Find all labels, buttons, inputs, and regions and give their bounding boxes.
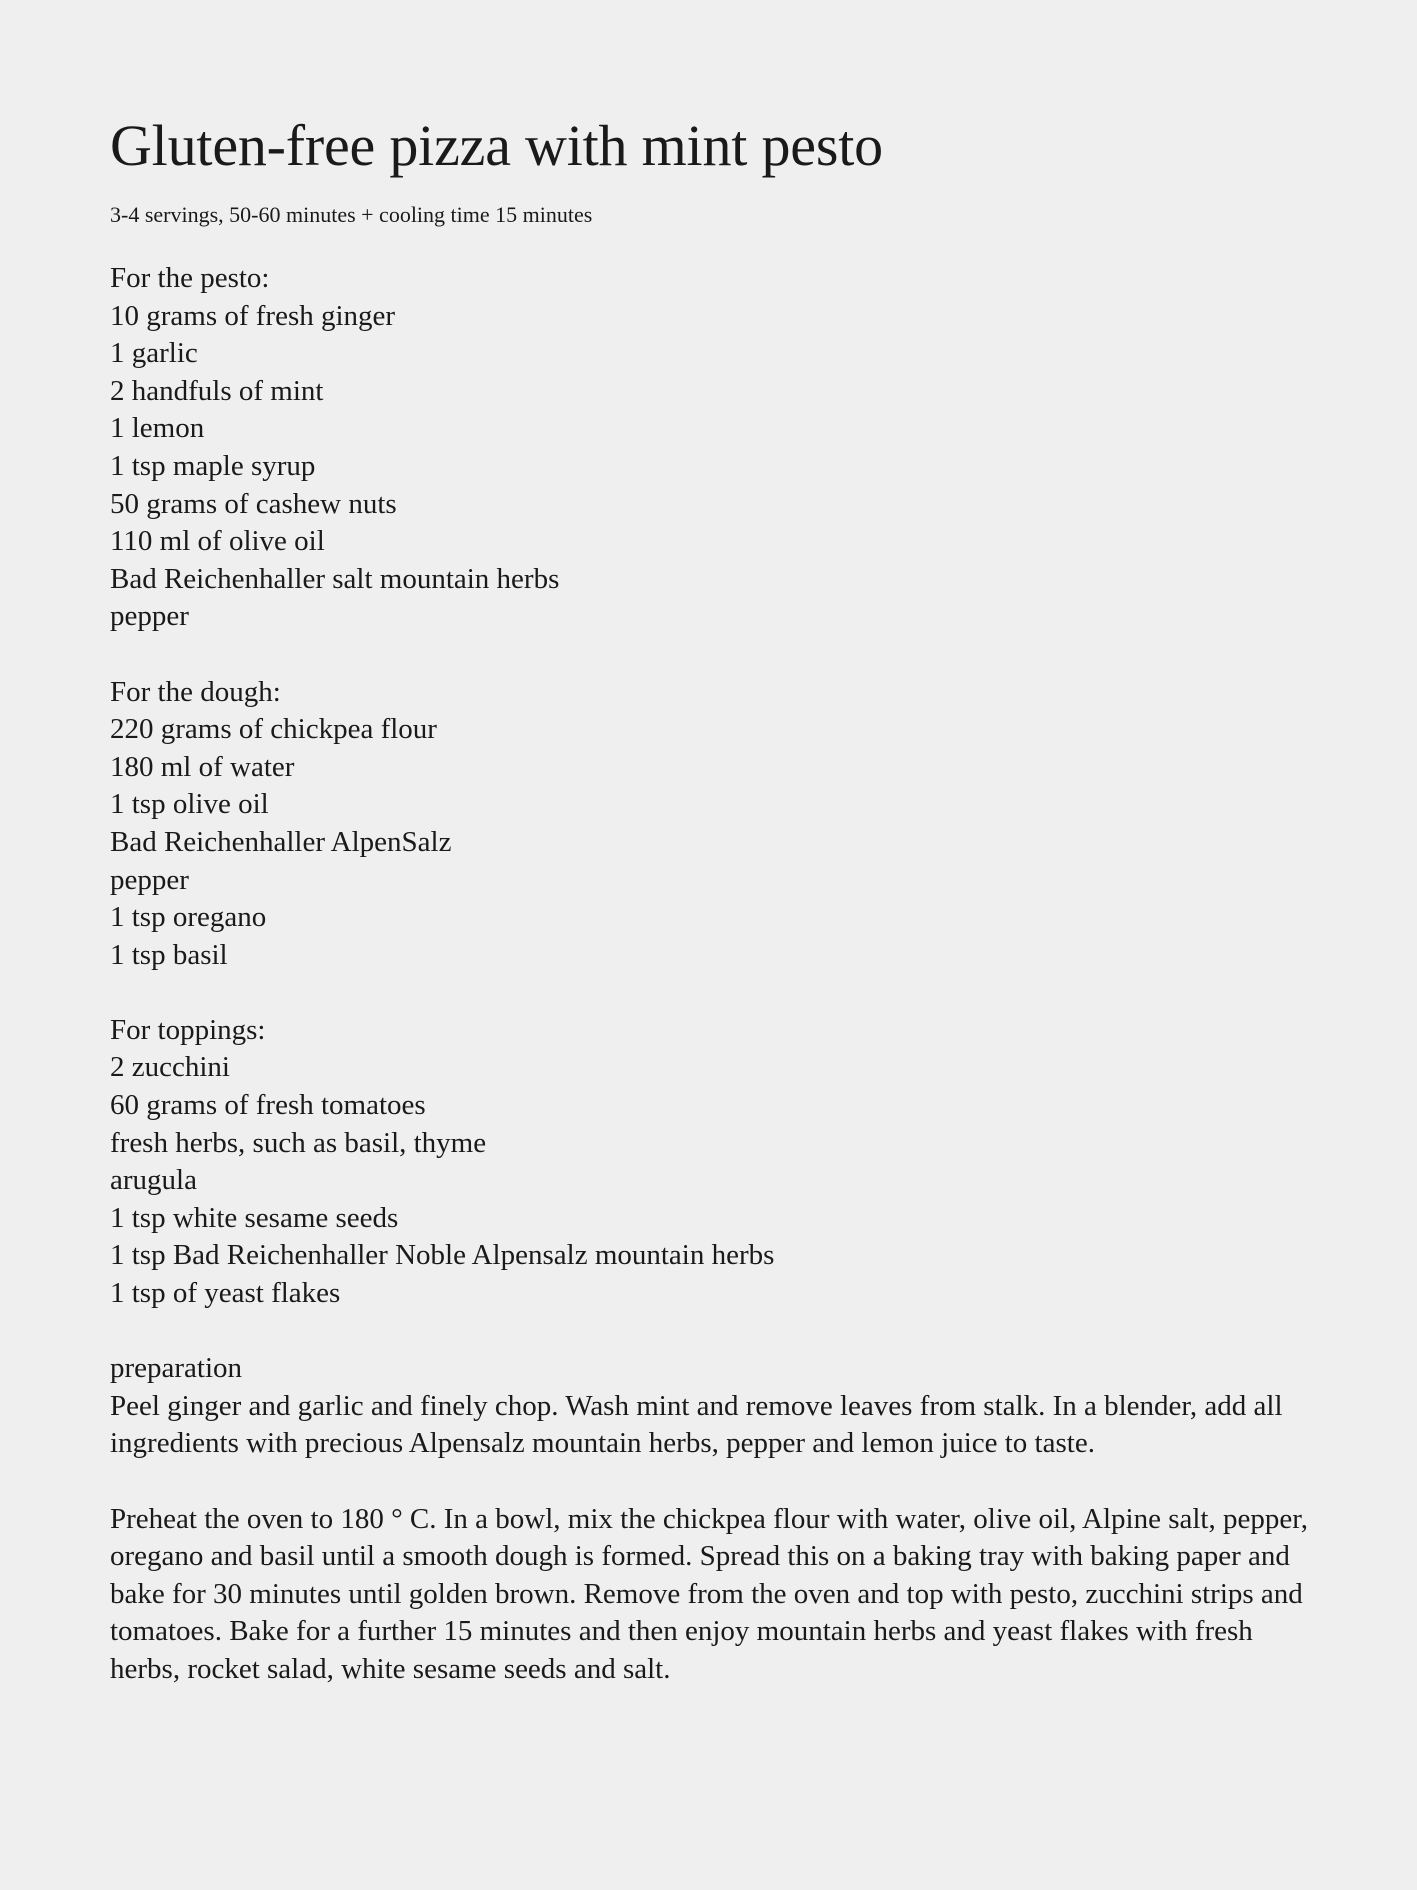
ingredient-item: fresh herbs, such as basil, thyme — [110, 1126, 487, 1159]
servings-time-info: 3-4 servings, 50-60 minutes + cooling time 15 minutes — [110, 202, 593, 227]
ingredient-item: Bad Reichenhaller AlpenSalz — [110, 825, 452, 858]
ingredient-item: pepper — [110, 863, 189, 896]
ingredient-item: 1 tsp oregano — [110, 901, 267, 934]
pesto-heading: For the pesto: — [110, 262, 270, 294]
ingredient-item: 50 grams of cashew nuts — [110, 487, 397, 520]
ingredient-item: 1 tsp of yeast flakes — [110, 1277, 341, 1310]
paragraph-spacer — [110, 1463, 1320, 1501]
ingredient-item: 220 grams of chickpea flour — [110, 713, 437, 746]
page-title: Gluten-free pizza with mint pesto — [110, 113, 883, 178]
ingredient-item: 1 tsp olive oil — [110, 788, 269, 821]
dough-heading: For the dough: — [110, 675, 281, 708]
ingredient-item: Bad Reichenhaller salt mountain herbs — [110, 562, 560, 595]
section-spacer — [110, 974, 1320, 1012]
ingredient-item: 1 garlic — [110, 337, 198, 370]
ingredient-item: 110 ml of olive oil — [110, 525, 325, 558]
section-spacer — [110, 1313, 1320, 1351]
preparation-paragraph: Peel ginger and garlic and finely chop. Wash mint and remove leaves from stalk. In a blender, add all ingredients with precious Alpensalz mountain herbs, pepper and lemon juice to taste. — [110, 1389, 1283, 1460]
toppings-section — [110, 1012, 1320, 1313]
recipe-page — [110, 108, 1320, 1689]
ingredient-item: 180 ml of water — [110, 750, 295, 783]
ingredient-item: 10 grams of fresh ginger — [110, 299, 396, 332]
toppings-ingredient-list — [110, 1049, 1320, 1312]
dough-section — [110, 674, 1320, 975]
pesto-section — [110, 260, 1320, 636]
ingredient-item: 60 grams of fresh tomatoes — [110, 1089, 426, 1122]
preparation-heading: preparation — [110, 1352, 243, 1385]
ingredient-item: 1 lemon — [110, 412, 205, 445]
ingredient-item: 1 tsp white sesame seeds — [110, 1201, 399, 1234]
ingredient-item: 2 handfuls of mint — [110, 374, 324, 407]
dough-ingredient-list — [110, 711, 1320, 974]
preparation-section — [110, 1350, 1320, 1688]
section-spacer — [110, 636, 1320, 674]
ingredient-item: 1 tsp Bad Reichenhaller Noble Alpensalz mountain herbs — [110, 1239, 775, 1272]
ingredient-item: 2 zucchini — [110, 1051, 230, 1084]
ingredient-item: 1 tsp maple syrup — [110, 449, 316, 482]
preparation-paragraph: Preheat the oven to 180 ° C. In a bowl, mix the chickpea flour with water, olive oil, Alpine salt, pepper, oregano and basil until a smooth dough is formed. Spread this on a baking tray with baking paper and bake for 30 minutes until golden brown. Remove from the oven and top with pesto, zucchini strips and tomatoes. Bake for a further 15 minutes and then enjoy mountain herbs and yeast flakes with fresh herbs, rocket salad, white sesame seeds and salt. — [110, 1502, 1308, 1685]
pesto-ingredient-list — [110, 298, 1320, 636]
ingredient-item: 1 tsp basil — [110, 938, 228, 971]
toppings-heading: For toppings: — [110, 1013, 266, 1046]
ingredient-item: pepper — [110, 600, 189, 633]
ingredient-item: arugula — [110, 1164, 197, 1197]
